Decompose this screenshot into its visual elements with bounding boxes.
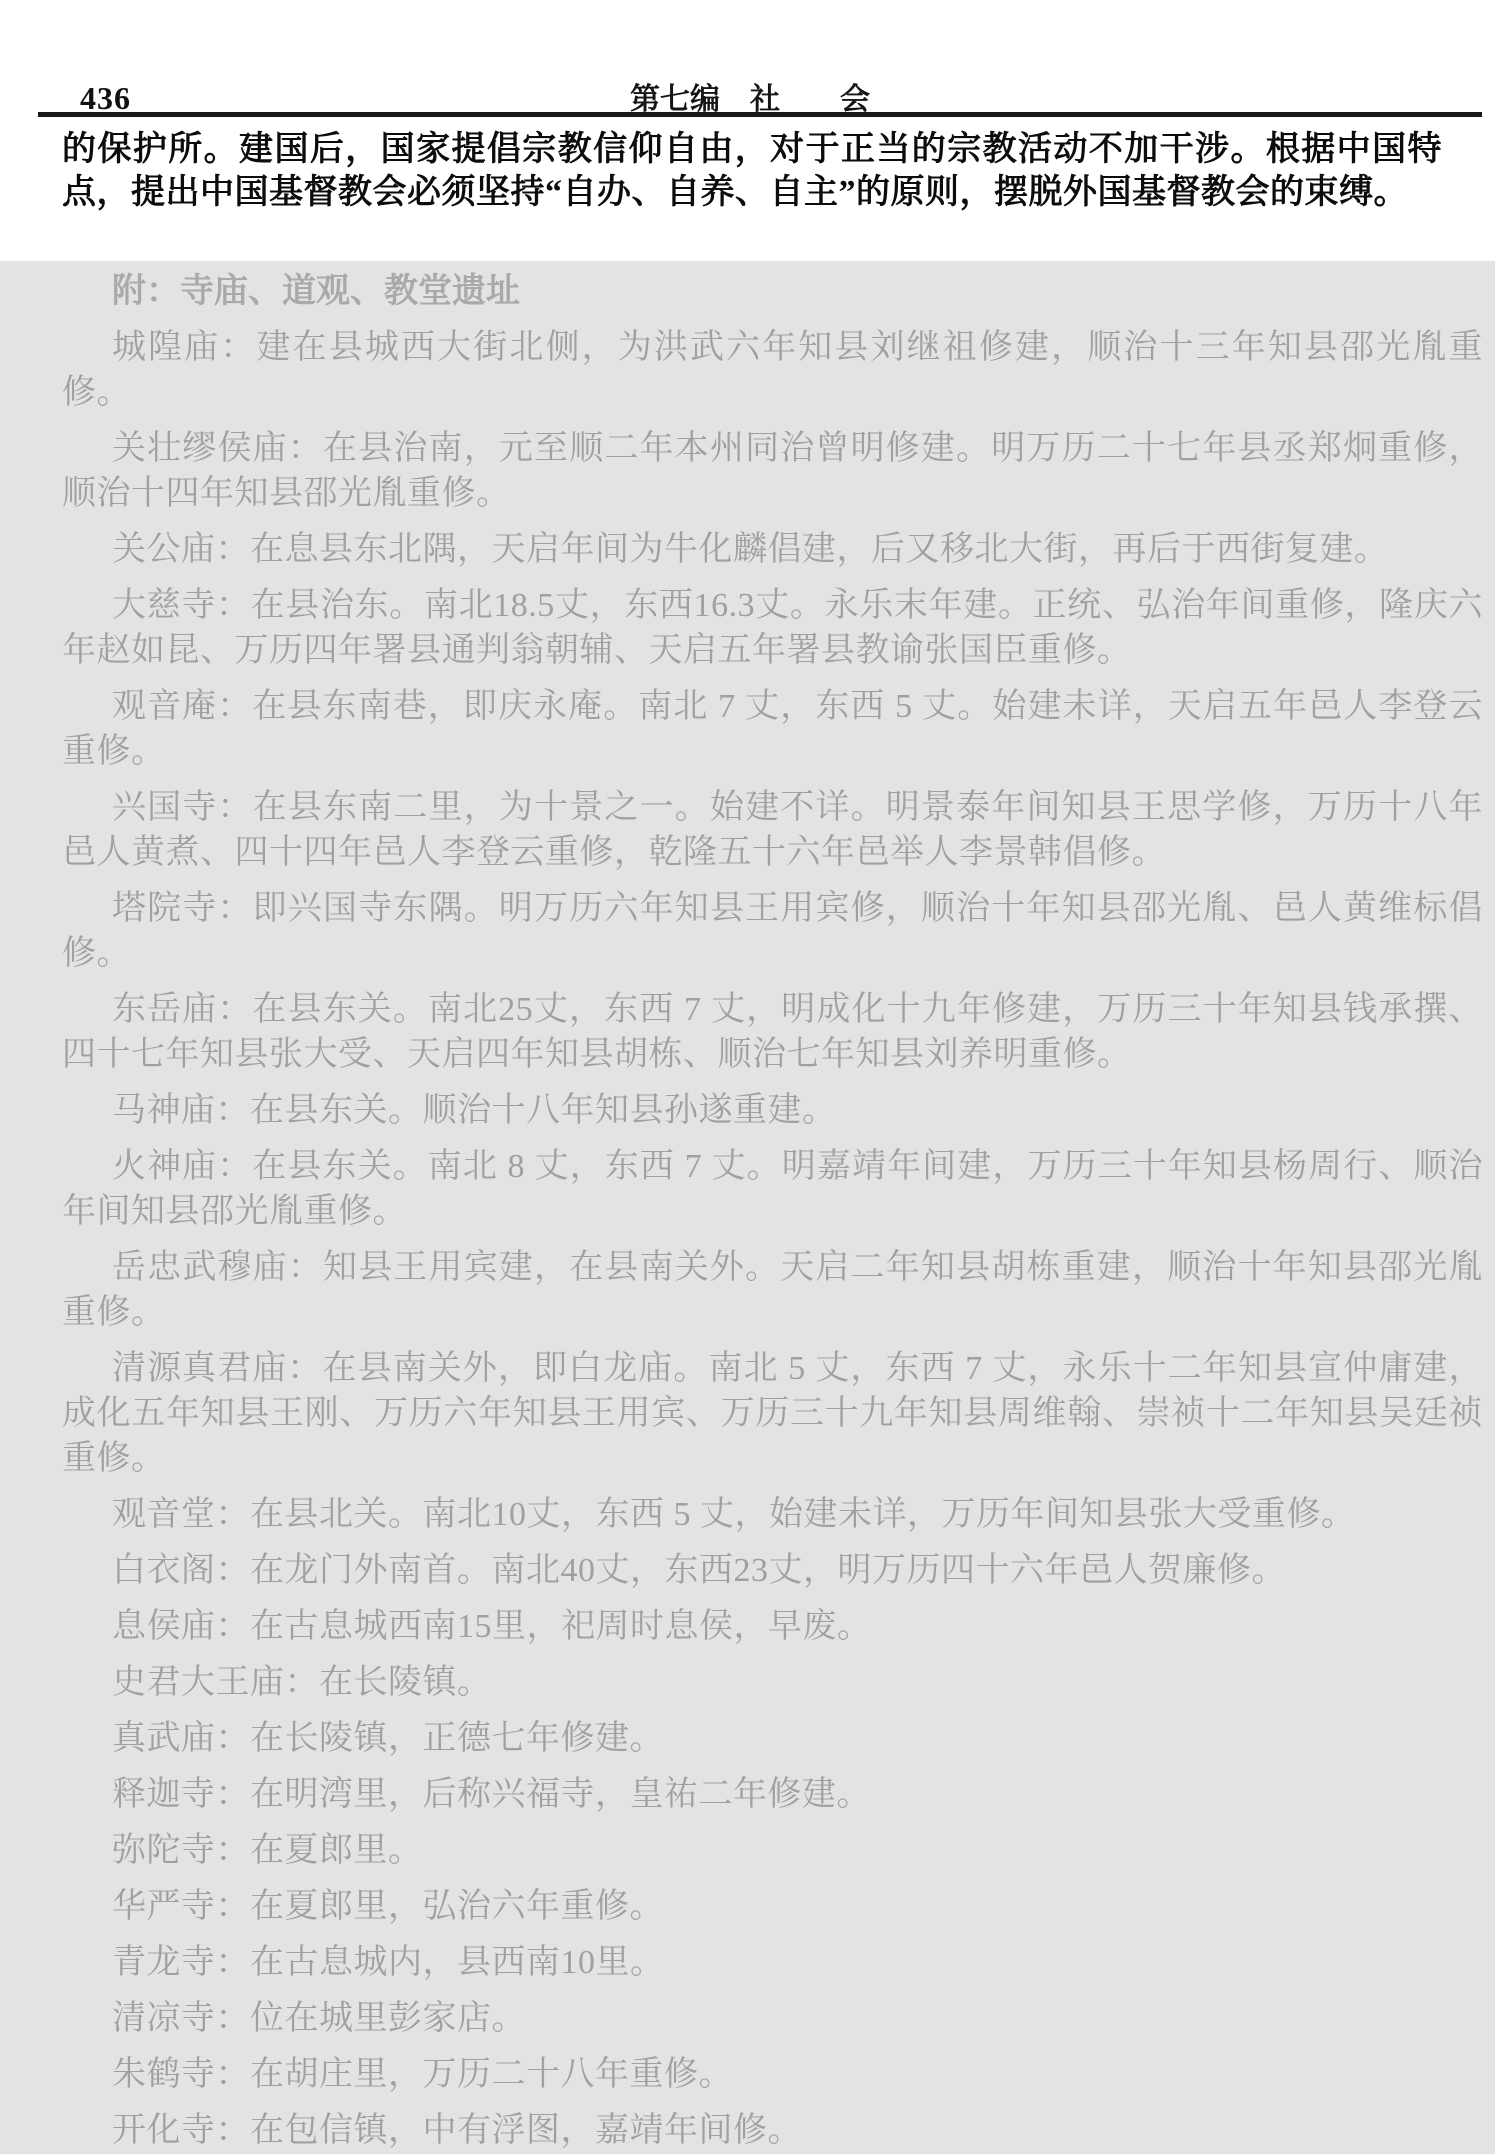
- header-rule: [38, 112, 1482, 117]
- temple-entry: 释迦寺：在明湾里，后称兴福寺，皇祐二年修建。: [112, 1776, 871, 1813]
- temple-entry: 史君大王庙：在长陵镇。: [112, 1664, 492, 1701]
- scan-content: [62, 269, 1483, 2153]
- temple-entry: 大慈寺：在县治东。南北18.5丈，东西16.3丈。永乐末年建。正统、弘治年间重修，隆庆六年赵如昆、万历四年署县通判翁朝辅、天启五年署县教谕张国臣重修。: [62, 587, 1483, 669]
- temple-entry: 东岳庙：在县东关。南北25丈，东西 7 丈，明成化十九年修建，万历三十年知县钱承撰、四十七年知县张大受、天启四年知县胡栋、顺治七年知县刘养明重修。: [62, 991, 1483, 1073]
- temple-entry: 朱鹤寺：在胡庄里，万历二十八年重修。: [112, 2056, 733, 2093]
- temple-entry: 关公庙：在息县东北隅，天启年间为牛化麟倡建，后又移北大街，再后于西街复建。: [112, 531, 1389, 568]
- temple-entry: 火神庙：在县东关。南北 8 丈，东西 7 丈。明嘉靖年间建，万历三十年知县杨周行、顺治年间知县邵光胤重修。: [62, 1148, 1483, 1230]
- temple-entry: 观音庵：在县东南巷，即庆永庵。南北 7 丈，东西 5 丈。始建未详，天启五年邑人李登云重修。: [62, 688, 1483, 770]
- temple-entry: 开化寺：在包信镇，中有浮图，嘉靖年间修。: [112, 2112, 802, 2149]
- running-head-title: 第七编 社 会: [630, 83, 870, 116]
- temple-entry: 兴国寺：在县东南二里，为十景之一。始建不详。明景泰年间知县王思学修，万历十八年邑人黄煮、四十四年邑人李登云重修，乾隆五十六年邑举人李景韩倡修。: [62, 789, 1483, 871]
- page-number: 436: [80, 80, 131, 116]
- temple-entry: 弥陀寺：在夏郎里。: [112, 1832, 423, 1869]
- appendix-title: 附：寺庙、道观、教堂遗址: [112, 273, 520, 310]
- intro-paragraph: 的保护所。建国后，国家提倡宗教信仰自由，对于正当的宗教活动不加干涉。根据中国特点，提出中国基督教会必须坚持“自办、自养、自主”的原则，摆脱外国基督教会的束缚。: [62, 131, 1442, 211]
- temple-entry: 华严寺：在夏郎里，弘治六年重修。: [112, 1888, 664, 1925]
- temple-entry: 真武庙：在长陵镇，正德七年修建。: [112, 1720, 664, 1757]
- temple-entry: 青龙寺：在古息城内，县西南10里。: [112, 1944, 665, 1981]
- temple-entry: 马神庙：在县东关。顺治十八年知县孙遂重建。: [112, 1092, 837, 1129]
- temple-entry: 白衣阁：在龙门外南首。南北40丈，东西23丈，明万历四十六年邑人贺廉修。: [112, 1552, 1286, 1589]
- temple-entry: 关壮缪侯庙：在县治南，元至顺二年本州同治曾明修建。明万历二十七年县丞郑炯重修，顺治十四年知县邵光胤重修。: [62, 430, 1483, 512]
- temple-entry: 岳忠武穆庙：知县王用宾建，在县南关外。天启二年知县胡栋重建，顺治十年知县邵光胤重修。: [62, 1249, 1483, 1331]
- temple-entry: 息侯庙：在古息城西南15里，祀周时息侯，早废。: [112, 1608, 872, 1645]
- scanned-text-region: [0, 261, 1495, 2154]
- temple-entry: 观音堂：在县北关。南北10丈，东西 5 丈，始建未详，万历年间知县张大受重修。: [112, 1496, 1356, 1533]
- temple-entry: 清凉寺：位在城里彭家店。: [112, 2000, 526, 2037]
- temple-entry: 清源真君庙：在县南关外，即白龙庙。南北 5 丈，东西 7 丈，永乐十二年知县宣仲庸建，成化五年知县王刚、万历六年知县王用宾、万历三十九年知县周维翰、崇祯十二年知县吴廷祯重修。: [62, 1350, 1483, 1477]
- temple-entry: 塔院寺：即兴国寺东隅。明万历六年知县王用宾修，顺治十年知县邵光胤、邑人黄维标倡修。: [62, 890, 1483, 972]
- temple-entry: 城隍庙：建在县城西大街北侧，为洪武六年知县刘继祖修建，顺治十三年知县邵光胤重修。: [62, 329, 1483, 411]
